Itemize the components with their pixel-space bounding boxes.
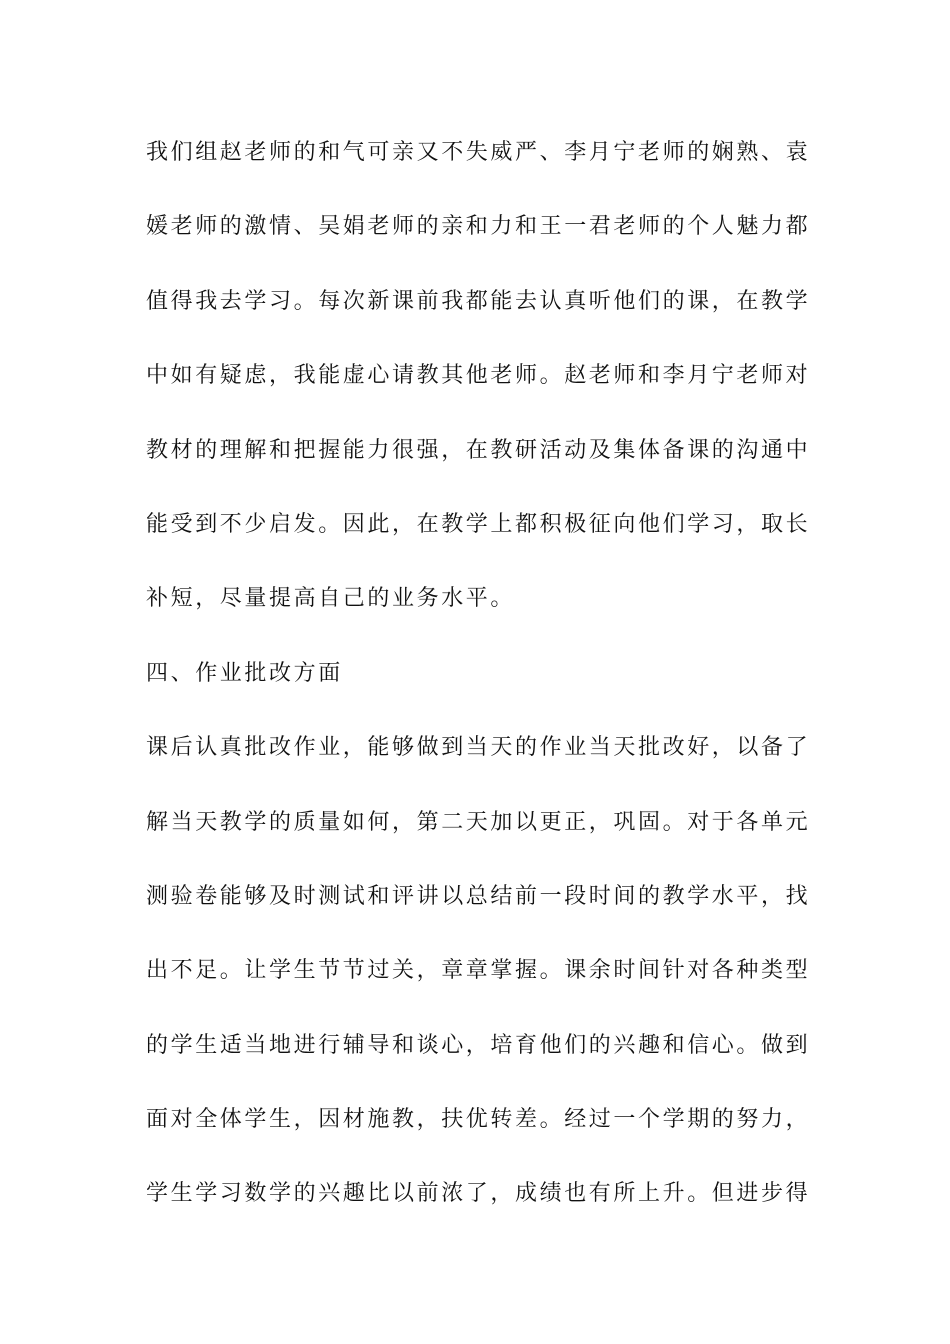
paragraph-line: 的学生适当地进行辅导和谈心，培育他们的兴趣和信心。做到 — [146, 1032, 811, 1058]
paragraph-line: 学生学习数学的兴趣比以前浓了，成绩也有所上升。但进步得 — [146, 1181, 811, 1207]
paragraph-line: 课后认真批改作业，能够做到当天的作业当天批改好，以备了 — [146, 735, 811, 761]
paragraph-line: 面对全体学生，因材施教，扶优转差。经过一个学期的努力， — [146, 1107, 811, 1133]
paragraph-line: 中如有疑虑，我能虚心请教其他老师。赵老师和李月宁老师对 — [146, 363, 811, 389]
paragraph-line: 教材的理解和把握能力很强，在教研活动及集体备课的沟通中 — [146, 437, 811, 463]
paragraph-line: 解当天教学的质量如何，第二天加以更正，巩固。对于各单元 — [146, 809, 811, 835]
paragraph-line: 能受到不少启发。因此，在教学上都积极征向他们学习，取长 — [146, 511, 811, 537]
section-heading: 四、作业批改方面 — [146, 660, 343, 686]
paragraph-line: 媛老师的激情、吴娟老师的亲和力和王一君老师的个人魅力都 — [146, 214, 811, 240]
paragraph-line: 我们组赵老师的和气可亲又不失威严、李月宁老师的娴熟、袁 — [146, 140, 811, 165]
document-body — [146, 116, 811, 1232]
paragraph-line: 测验卷能够及时测试和评讲以总结前一段时间的教学水平，找 — [146, 883, 811, 909]
paragraph-line: 出不足。让学生节节过关，章章掌握。课余时间针对各种类型 — [146, 958, 811, 984]
paragraph-line: 补短，尽量提高自己的业务水平。 — [146, 586, 516, 612]
paragraph-line: 值得我去学习。每次新课前我都能去认真听他们的课，在教学 — [146, 288, 811, 314]
